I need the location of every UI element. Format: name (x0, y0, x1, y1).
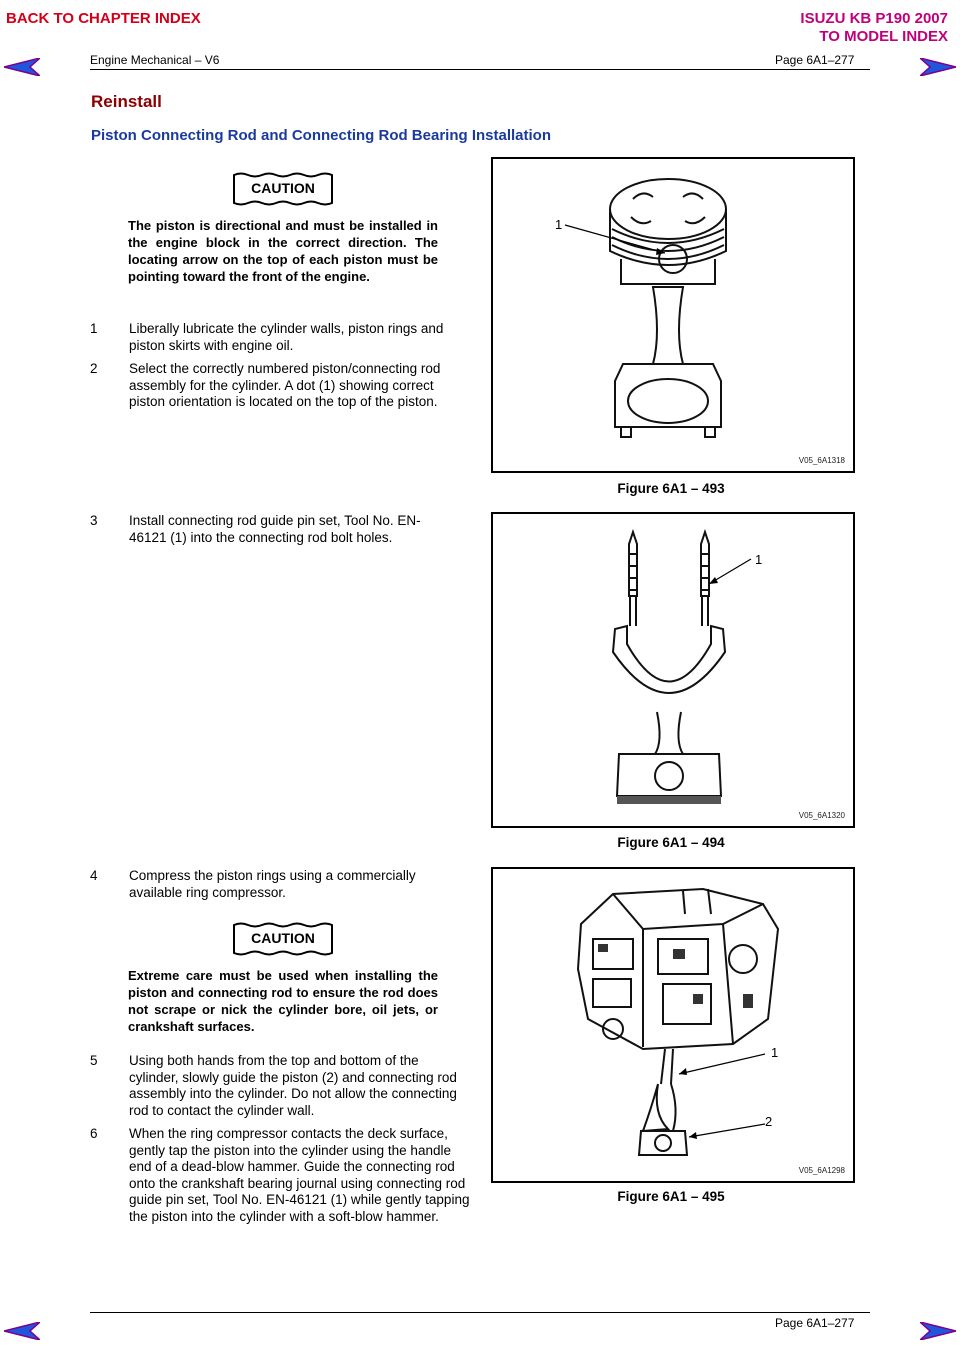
step-4 (90, 868, 435, 901)
to-model-index: TO MODEL INDEX (819, 28, 948, 45)
step-number: 3 (90, 513, 98, 528)
step-text: Select the correctly numbered piston/connecting rod assembly for the cylinder. A dot (1) showing correct piston orientation is located on the top of the piston. (129, 361, 441, 409)
footer-rule (90, 1312, 870, 1313)
step-number: 2 (90, 361, 98, 376)
model-index-link[interactable] (800, 10, 948, 46)
engine-block-illustration (493, 869, 853, 1181)
figure-495-caption: Figure 6A1 – 495 (617, 1189, 725, 1204)
header-left: Engine Mechanical – V6 (90, 53, 220, 67)
step-5 (90, 1053, 470, 1119)
header-rule (90, 69, 870, 70)
step-1 (90, 321, 470, 354)
back-to-chapter-index-link[interactable]: BACK TO CHAPTER INDEX (6, 10, 201, 27)
caution-badge (231, 172, 335, 211)
guide-pins-illustration (493, 514, 853, 826)
figure-id: V05_6A1298 (798, 1166, 845, 1175)
callout-1: 1 (755, 552, 763, 567)
step-number: 4 (90, 868, 98, 883)
header-page-number: Page 6A1–277 (775, 53, 855, 67)
step-number: 5 (90, 1053, 98, 1068)
step-text: Install connecting rod guide pin set, Tool No. EN-46121 (1) into the connecting rod bolt holes. (129, 513, 421, 545)
piston-rod-illustration (493, 159, 853, 471)
prev-page-arrow-icon[interactable] (4, 58, 40, 76)
callout-1: 1 (771, 1045, 779, 1060)
caution-label: CAUTION (251, 930, 315, 946)
figure-494-caption: Figure 6A1 – 494 (617, 835, 725, 850)
section-title: Reinstall (91, 92, 162, 111)
callout-2: 2 (765, 1114, 773, 1129)
step-text: Compress the piston rings using a commercially available ring compressor. (129, 868, 416, 900)
step-3 (90, 513, 435, 546)
footer-page-number: Page 6A1–277 (775, 1316, 855, 1330)
figure-id: V05_6A1318 (798, 456, 845, 465)
next-page-arrow-icon[interactable] (920, 58, 956, 76)
caution-text-1: The piston is directional and must be installed in the engine block in the correct direction. The locating arrow on the top of each piston must be pointing toward the front of the engine. (128, 218, 438, 284)
step-6 (90, 1126, 475, 1225)
figure-494-guide-pin-set (491, 512, 855, 828)
caution-text-2: Extreme care must be used when installing the piston and connecting rod to ensure the rod does not scrape or nick the cylinder bore, oil jets, or crankshaft surfaces. (128, 968, 438, 1034)
step-2 (90, 361, 470, 411)
callout-1: 1 (555, 217, 563, 232)
figure-493-piston-connecting-rod (491, 157, 855, 473)
step-text: Liberally lubricate the cylinder walls, piston rings and piston skirts with engine oil. (129, 321, 444, 353)
figure-495-engine-block (491, 867, 855, 1183)
subsection-title: Piston Connecting Rod and Connecting Rod Bearing Installation (91, 127, 551, 144)
step-number: 1 (90, 321, 98, 336)
step-text: Using both hands from the top and bottom of the cylinder, slowly guide the piston (2) and connecting rod assembly into the cylinder. Do not allow the connecting rod to contact the cylinder wall. (129, 1053, 457, 1118)
figure-493-caption: Figure 6A1 – 493 (617, 481, 725, 496)
caution-badge-2 (231, 922, 335, 961)
model-title: ISUZU KB P190 2007 (800, 10, 948, 27)
prev-page-arrow-icon-bottom[interactable] (4, 1322, 40, 1340)
step-number: 6 (90, 1126, 98, 1141)
caution-label: CAUTION (251, 180, 315, 196)
step-text: When the ring compressor contacts the deck surface, gently tap the piston into the cylinder using the handle end of a dead-blow hammer. Guide the connecting rod onto the crankshaft bearing journal using connecting rod guide pin set, Tool No. EN-46121 (1) while gently tapping the piston into the cylinder with a soft-blow hammer. (129, 1126, 470, 1224)
next-page-arrow-icon-bottom[interactable] (920, 1322, 956, 1340)
figure-id: V05_6A1320 (798, 811, 845, 820)
